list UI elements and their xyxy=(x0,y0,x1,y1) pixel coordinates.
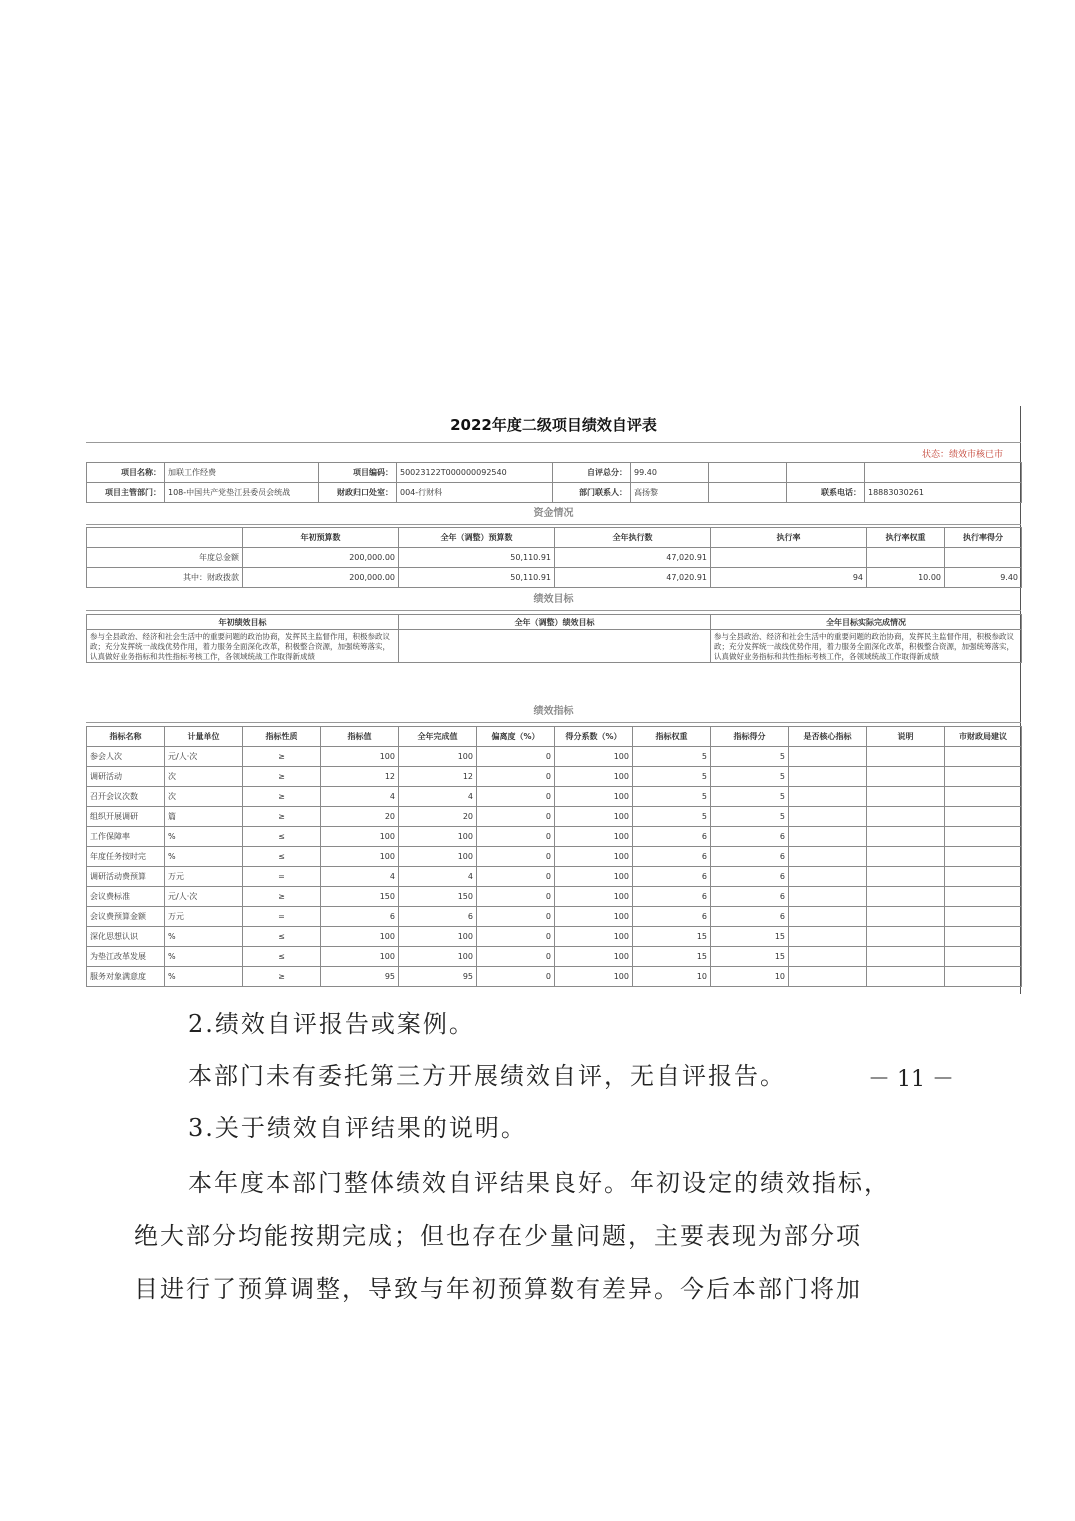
indicator-cell xyxy=(945,927,1022,947)
indicator-cell: 会议费预算金额 xyxy=(87,907,165,927)
indicator-cell: 元/人·次 xyxy=(165,887,243,907)
indicator-cell: 100 xyxy=(555,887,633,907)
indicator-cell: 100 xyxy=(555,747,633,767)
indicator-header-cell: 指标得分 xyxy=(711,727,789,747)
indicator-cell: 100 xyxy=(555,827,633,847)
indicator-cell xyxy=(867,947,945,967)
paragraph-result-line-3: 目进行了预算调整，导致与年初预算数有差异。今后本部门将加 xyxy=(134,1275,862,1303)
indicator-cell: 100 xyxy=(321,847,399,867)
indicator-cell: ≥ xyxy=(243,767,321,787)
indicator-cell: ≥ xyxy=(243,787,321,807)
indicator-row xyxy=(87,947,1022,967)
indicator-cell: 0 xyxy=(477,807,555,827)
indicator-cell: 工作保障率 xyxy=(87,827,165,847)
indicator-cell xyxy=(945,827,1022,847)
indicator-row xyxy=(87,867,1022,887)
indicator-cell: 0 xyxy=(477,867,555,887)
indicator-cell: 100 xyxy=(555,787,633,807)
funds-cell: 9.40 xyxy=(945,568,1022,588)
indicator-cell xyxy=(789,947,867,967)
status-label: 状态：绩效市核已市 xyxy=(921,450,1003,460)
empty-cell xyxy=(709,463,787,483)
funds-cell: 50,110.91 xyxy=(399,548,555,568)
indicator-cell xyxy=(867,907,945,927)
finance-value: 004-行财科 xyxy=(397,483,553,503)
indicator-cell: 5 xyxy=(711,807,789,827)
indicator-cell: 0 xyxy=(477,947,555,967)
indicator-row xyxy=(87,787,1022,807)
indicator-cell: 会议费标准 xyxy=(87,887,165,907)
paragraph-result-line-1: 本年度本部门整体绩效自评结果良好。年初设定的绩效指标， xyxy=(188,1169,890,1197)
goals-header-cell: 全年（调整）绩效目标 xyxy=(399,615,711,630)
indicator-cell: 6 xyxy=(633,907,711,927)
indicator-row xyxy=(87,887,1022,907)
indicators-header-row xyxy=(87,727,1022,747)
finance-label: 财政归口处室： xyxy=(319,483,397,503)
indicator-cell: 4 xyxy=(399,867,477,887)
indicator-cell: % xyxy=(165,967,243,987)
info-row-1 xyxy=(87,463,1022,483)
indicator-cell: 参会人次 xyxy=(87,747,165,767)
indicator-header-cell: 全年完成值 xyxy=(399,727,477,747)
indicator-cell: 12 xyxy=(321,767,399,787)
goals-header-cell: 年初绩效目标 xyxy=(87,615,399,630)
funds-header-cell: 全年执行数 xyxy=(555,528,711,548)
funds-header-cell: 执行率得分 xyxy=(945,528,1022,548)
indicator-cell xyxy=(867,827,945,847)
funds-cell xyxy=(867,548,945,568)
indicator-cell: 95 xyxy=(321,967,399,987)
phone-value: 18883030261 xyxy=(865,483,1022,503)
indicator-cell: 100 xyxy=(321,947,399,967)
indicator-cell xyxy=(867,847,945,867)
indicator-cell xyxy=(945,807,1022,827)
indicator-cell: 0 xyxy=(477,767,555,787)
indicator-cell: 6 xyxy=(633,847,711,867)
indicator-cell: 100 xyxy=(555,907,633,927)
indicator-row xyxy=(87,927,1022,947)
indicator-cell xyxy=(789,767,867,787)
indicator-cell: 10 xyxy=(633,967,711,987)
indicator-cell: 4 xyxy=(321,787,399,807)
indicator-cell: 6 xyxy=(633,827,711,847)
indicator-cell: % xyxy=(165,947,243,967)
indicator-cell: 6 xyxy=(711,867,789,887)
indicator-cell: ≤ xyxy=(243,947,321,967)
goals-header-row xyxy=(87,615,1022,630)
indicator-cell xyxy=(945,967,1022,987)
funds-cell: 47,020.91 xyxy=(555,548,711,568)
indicator-cell: 万元 xyxy=(165,907,243,927)
goals-header-cell: 全年目标实际完成情况 xyxy=(711,615,1022,630)
indicator-cell: 6 xyxy=(711,887,789,907)
phone-label: 联系电话： xyxy=(787,483,865,503)
indicator-cell xyxy=(945,867,1022,887)
indicator-cell: = xyxy=(243,907,321,927)
funds-row-total xyxy=(87,548,1022,568)
indicator-row xyxy=(87,767,1022,787)
indicator-cell: 100 xyxy=(399,847,477,867)
funds-section-header: 资金情况 xyxy=(86,504,1021,525)
indicator-cell: 调研活动 xyxy=(87,767,165,787)
indicator-row xyxy=(87,807,1022,827)
indicator-cell xyxy=(789,827,867,847)
indicator-cell: 100 xyxy=(321,827,399,847)
indicator-cell xyxy=(867,967,945,987)
indicators-table xyxy=(86,726,1022,987)
paragraph-result-line-2: 绝大部分均能按期完成；但也存在少量问题，主要表现为部分项 xyxy=(134,1222,862,1250)
performance-sheet xyxy=(86,406,1021,994)
self-score-value: 99.40 xyxy=(631,463,709,483)
funds-header-cell xyxy=(87,528,243,548)
funds-cell: 200,000.00 xyxy=(243,548,399,568)
indicator-cell: 5 xyxy=(633,807,711,827)
goals-section-header: 绩效目标 xyxy=(86,590,1021,611)
indicator-header-cell: 指标性质 xyxy=(243,727,321,747)
contact-label: 部门联系人： xyxy=(553,483,631,503)
indicator-row xyxy=(87,747,1022,767)
indicator-cell: 150 xyxy=(321,887,399,907)
initial-goal-text: 参与全县政治、经济和社会生活中的重要问题的政治协商，发挥民主监督作用，积极参政议政；充分发挥统一战线优势作用，着力服务全面深化改革，积极整合资源，加强统筹落实，认真做好业务指标和共性指标考核工作，各领域统战工作取得新成绩 xyxy=(87,630,399,663)
contact-value: 高扬黎 xyxy=(631,483,709,503)
funds-cell: 其中：财政拨款 xyxy=(87,568,243,588)
indicator-cell xyxy=(867,807,945,827)
indicator-header-cell: 指标权重 xyxy=(633,727,711,747)
goals-table xyxy=(86,614,1022,663)
indicator-header-cell: 说明 xyxy=(867,727,945,747)
goals-content-row xyxy=(87,630,1022,663)
project-info-table xyxy=(86,462,1022,503)
indicator-header-cell: 指标值 xyxy=(321,727,399,747)
indicator-cell: 95 xyxy=(399,967,477,987)
indicator-cell xyxy=(789,747,867,767)
indicator-cell: 20 xyxy=(321,807,399,827)
section-heading-3: 3.关于绩效自评结果的说明。 xyxy=(188,1114,527,1142)
project-code-value: 50023122T000000092540 xyxy=(397,463,553,483)
indicator-cell: 6 xyxy=(399,907,477,927)
indicator-cell: 4 xyxy=(399,787,477,807)
funds-header-cell: 年初预算数 xyxy=(243,528,399,548)
funds-cell: 47,020.91 xyxy=(555,568,711,588)
indicator-cell: 服务对象满意度 xyxy=(87,967,165,987)
indicator-cell xyxy=(789,807,867,827)
indicator-cell xyxy=(789,967,867,987)
indicator-cell: 6 xyxy=(711,847,789,867)
empty-cell xyxy=(865,463,1022,483)
indicator-cell: 6 xyxy=(633,867,711,887)
indicator-cell: ≤ xyxy=(243,927,321,947)
indicator-cell: 召开会议次数 xyxy=(87,787,165,807)
funds-cell: 50,110.91 xyxy=(399,568,555,588)
indicator-cell: 年度任务按时完 xyxy=(87,847,165,867)
indicator-cell: % xyxy=(165,827,243,847)
funds-cell: 200,000.00 xyxy=(243,568,399,588)
indicator-cell: = xyxy=(243,867,321,887)
indicator-cell xyxy=(867,767,945,787)
indicator-cell: 100 xyxy=(555,847,633,867)
funds-header-cell: 执行率 xyxy=(711,528,867,548)
indicator-header-cell: 计量单位 xyxy=(165,727,243,747)
funds-cell: 94 xyxy=(711,568,867,588)
indicator-cell xyxy=(945,787,1022,807)
indicator-cell: 6 xyxy=(711,907,789,927)
indicator-cell: 调研活动费预算 xyxy=(87,867,165,887)
page-number: － 11 － xyxy=(868,1067,954,1092)
indicator-cell: 次 xyxy=(165,787,243,807)
indicator-cell: 100 xyxy=(555,807,633,827)
indicator-cell xyxy=(789,787,867,807)
indicator-header-cell: 市财政局建议 xyxy=(945,727,1022,747)
indicator-cell: ≥ xyxy=(243,747,321,767)
paragraph-no-report: 本部门未有委托第三方开展绩效自评，无自评报告。 xyxy=(188,1062,786,1090)
indicator-header-cell: 得分系数（%） xyxy=(555,727,633,747)
project-name-label: 项目名称： xyxy=(87,463,165,483)
actual-goal-text: 参与全县政治、经济和社会生活中的重要问题的政治协商，发挥民主监督作用，积极参政议政；充分发挥统一战线优势作用，着力服务全面深化改革，积极整合资源，加强统筹落实，认真做好业务指标和共性指标考核工作，各领域统战工作取得新成绩 xyxy=(711,630,1022,663)
indicator-cell: 100 xyxy=(555,947,633,967)
indicator-cell: 0 xyxy=(477,787,555,807)
indicator-cell: 0 xyxy=(477,827,555,847)
indicator-cell: 5 xyxy=(711,767,789,787)
indicator-cell: 6 xyxy=(711,827,789,847)
indicator-cell: 100 xyxy=(555,967,633,987)
indicator-cell: 100 xyxy=(555,927,633,947)
indicator-cell: ≥ xyxy=(243,807,321,827)
funds-cell xyxy=(711,548,867,568)
info-row-2 xyxy=(87,483,1022,503)
empty-cell xyxy=(787,463,865,483)
indicator-cell xyxy=(945,947,1022,967)
indicator-cell: ≤ xyxy=(243,827,321,847)
self-score-label: 自评总分： xyxy=(553,463,631,483)
dept-label: 项目主管部门： xyxy=(87,483,165,503)
indicator-cell: 万元 xyxy=(165,867,243,887)
indicator-cell: 0 xyxy=(477,847,555,867)
indicator-cell xyxy=(945,907,1022,927)
indicator-cell: 0 xyxy=(477,747,555,767)
indicator-cell: 5 xyxy=(633,747,711,767)
indicator-cell: % xyxy=(165,927,243,947)
indicator-cell: 5 xyxy=(711,747,789,767)
indicator-cell: 次 xyxy=(165,767,243,787)
funds-cell xyxy=(945,548,1022,568)
indicator-cell xyxy=(789,887,867,907)
indicator-cell xyxy=(867,747,945,767)
indicator-cell: 4 xyxy=(321,867,399,887)
indicator-cell: ≥ xyxy=(243,887,321,907)
indicator-cell: 15 xyxy=(633,947,711,967)
indicator-cell xyxy=(945,887,1022,907)
indicator-cell: 组织开展调研 xyxy=(87,807,165,827)
indicator-cell: % xyxy=(165,847,243,867)
indicator-cell: ≥ xyxy=(243,967,321,987)
indicator-header-cell: 指标名称 xyxy=(87,727,165,747)
indicator-cell: 15 xyxy=(711,947,789,967)
indicator-cell: 元/人·次 xyxy=(165,747,243,767)
indicator-cell xyxy=(867,787,945,807)
project-name-value: 加联工作经费 xyxy=(165,463,319,483)
section-heading-2: 2.绩效自评报告或案例。 xyxy=(188,1010,475,1038)
indicator-cell: 100 xyxy=(399,947,477,967)
indicator-cell: 100 xyxy=(321,927,399,947)
indicator-cell: 100 xyxy=(399,747,477,767)
indicator-cell xyxy=(789,927,867,947)
indicator-cell: 为垫江改革发展 xyxy=(87,947,165,967)
indicator-cell xyxy=(789,847,867,867)
indicator-cell: 15 xyxy=(711,927,789,947)
indicator-header-cell: 偏离度（%） xyxy=(477,727,555,747)
indicator-cell: 150 xyxy=(399,887,477,907)
indicator-cell: 100 xyxy=(555,867,633,887)
indicator-cell xyxy=(945,847,1022,867)
indicator-cell: ≤ xyxy=(243,847,321,867)
indicator-row xyxy=(87,827,1022,847)
indicator-cell: 15 xyxy=(633,927,711,947)
adjusted-goal-text xyxy=(399,630,711,663)
indicator-cell: 0 xyxy=(477,887,555,907)
indicator-cell: 深化思想认识 xyxy=(87,927,165,947)
funds-cell: 10.00 xyxy=(867,568,945,588)
divider xyxy=(86,442,1021,443)
indicator-cell: 12 xyxy=(399,767,477,787)
funds-header-row xyxy=(87,528,1022,548)
indicator-cell: 6 xyxy=(633,887,711,907)
indicator-cell: 6 xyxy=(321,907,399,927)
indicator-cell: 5 xyxy=(711,787,789,807)
indicator-cell: 0 xyxy=(477,907,555,927)
funds-row-fiscal xyxy=(87,568,1022,588)
indicator-row xyxy=(87,967,1022,987)
indicator-cell xyxy=(867,927,945,947)
indicator-cell xyxy=(789,867,867,887)
indicator-cell: 100 xyxy=(555,767,633,787)
empty-cell xyxy=(709,483,787,503)
funds-cell: 年度总金额 xyxy=(87,548,243,568)
indicator-cell: 0 xyxy=(477,967,555,987)
sheet-title: 2022年度二级项目绩效自评表 xyxy=(450,416,657,434)
indicator-cell: 0 xyxy=(477,927,555,947)
indicator-cell xyxy=(945,767,1022,787)
indicator-cell: 5 xyxy=(633,767,711,787)
funds-table xyxy=(86,527,1022,588)
funds-header-cell: 全年（调整）预算数 xyxy=(399,528,555,548)
dept-value: 108-中国共产党垫江县委员会统战 xyxy=(165,483,319,503)
indicator-cell: 100 xyxy=(399,827,477,847)
indicator-row xyxy=(87,907,1022,927)
funds-header-cell: 执行率权重 xyxy=(867,528,945,548)
indicator-cell xyxy=(789,907,867,927)
indicator-cell: 篇 xyxy=(165,807,243,827)
indicator-cell: 100 xyxy=(399,927,477,947)
indicator-cell xyxy=(945,747,1022,767)
indicator-header-cell: 是否核心指标 xyxy=(789,727,867,747)
indicator-cell xyxy=(867,887,945,907)
indicator-cell: 20 xyxy=(399,807,477,827)
indicator-cell: 100 xyxy=(321,747,399,767)
indicator-cell xyxy=(867,867,945,887)
indicator-cell: 10 xyxy=(711,967,789,987)
indicators-section-header: 绩效指标 xyxy=(86,702,1021,723)
indicator-cell: 5 xyxy=(633,787,711,807)
project-code-label: 项目编码： xyxy=(319,463,397,483)
indicator-row xyxy=(87,847,1022,867)
